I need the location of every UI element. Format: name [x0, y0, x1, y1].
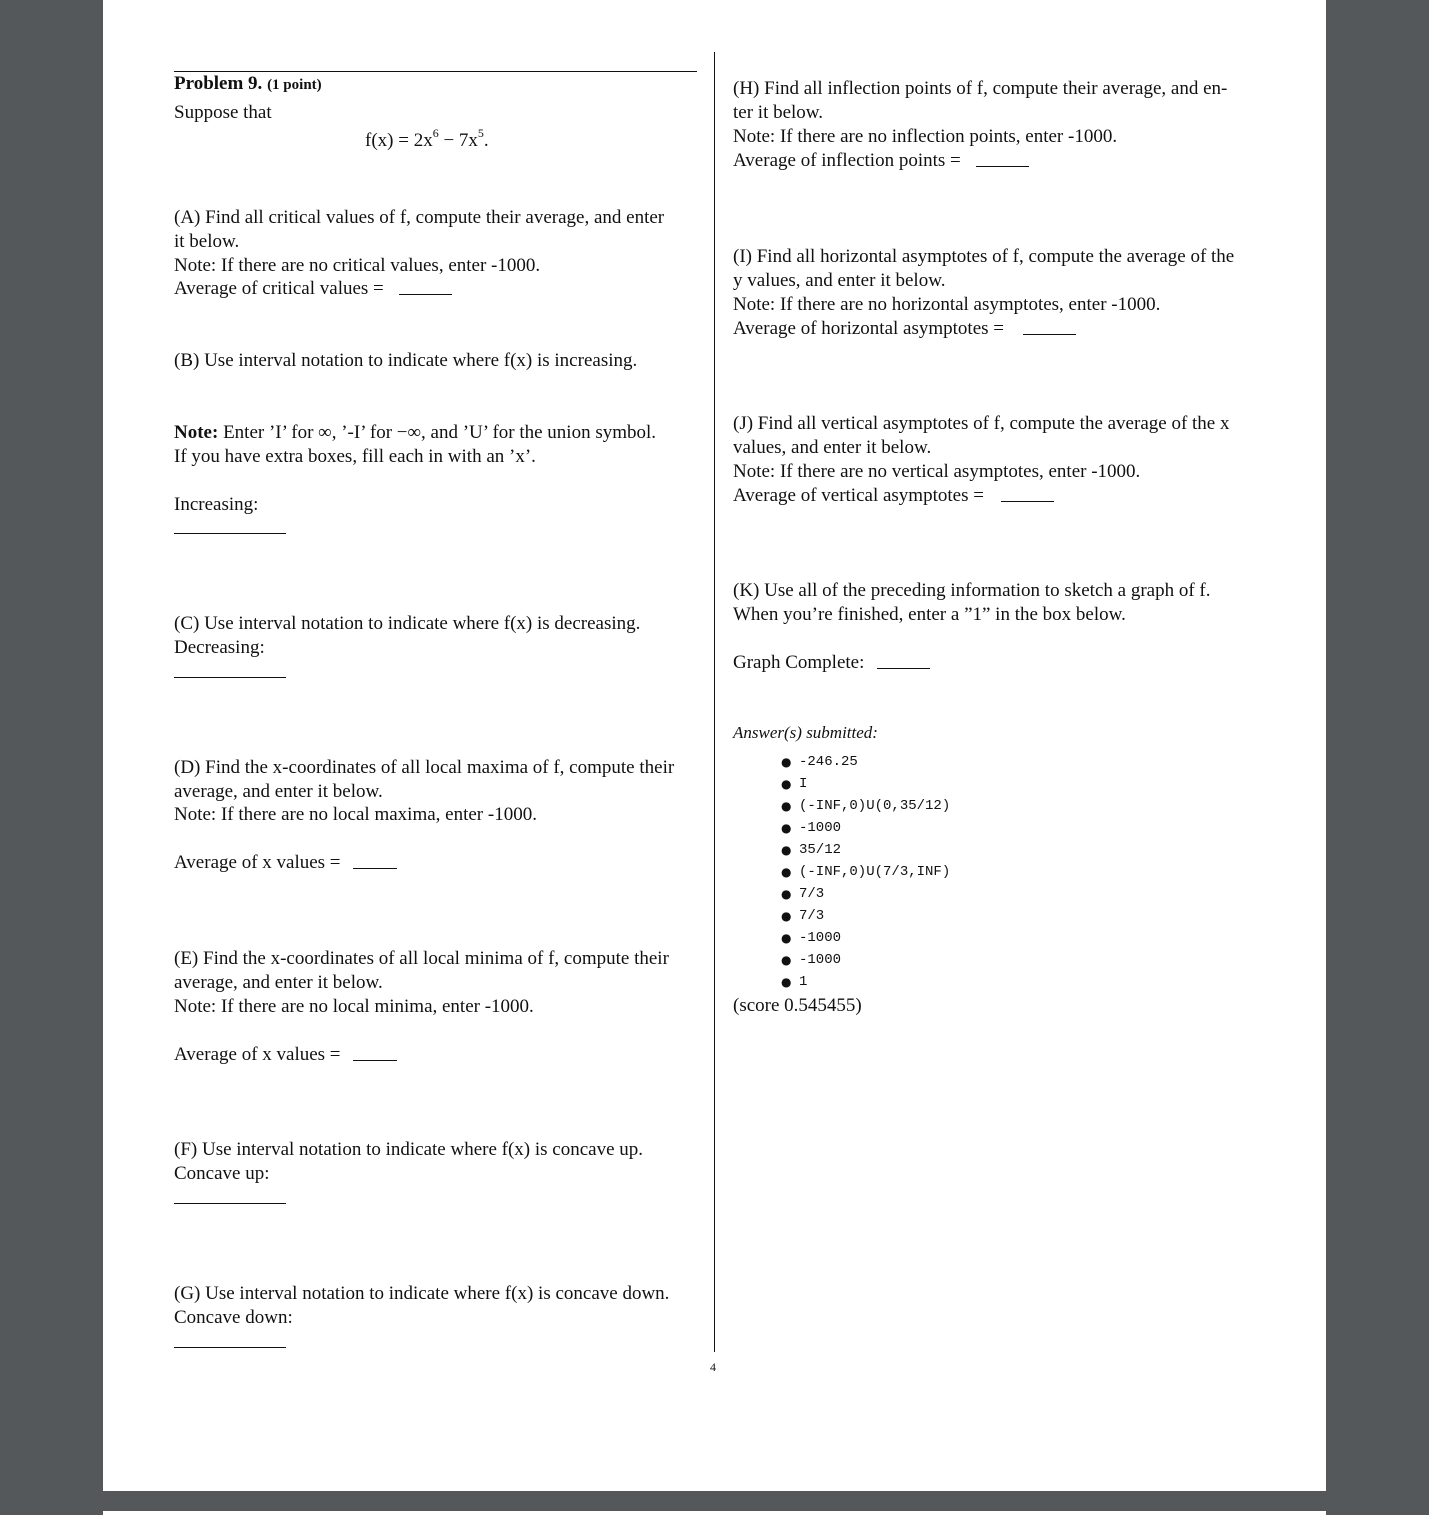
partF-prompt: Concave up: [174, 1163, 270, 1184]
partE-answer-blank[interactable] [353, 1060, 397, 1061]
function-formula: $f(x) = 2x^6 - 7x^5$. [365, 125, 489, 151]
answer-item: ● 1 [781, 974, 808, 990]
partK-prompt: Graph Complete: [733, 652, 865, 673]
partI-note: Note: If there are no horizontal asymptotes, enter -1000. [733, 294, 1161, 315]
partB-note-label: Note: [174, 422, 219, 443]
problem-title: Problem 9. [174, 73, 263, 94]
partK-line2: When you’re finished, enter a ”1” in the box below. [733, 604, 1126, 625]
partC-line1: (C) Use interval notation to indicate where f(x) is decreasing. [174, 613, 641, 634]
partE-line2: average, and enter it below. [174, 972, 383, 993]
partD-prompt: Average of x values = [174, 852, 341, 873]
partB-answer-blank[interactable] [174, 533, 286, 534]
answer-item: ● (-INF,0)U(0,35/12) [781, 798, 951, 814]
partA-note: Note: If there are no critical values, enter -1000. [174, 255, 541, 276]
partB-note-line2: If you have extra boxes, fill each in with an ’x’. [174, 446, 536, 467]
column-separator [714, 52, 715, 1352]
partB-note-text: Enter ’I’ for ∞, ’-I’ for −∞, and ’U’ for the union symbol. [223, 422, 657, 443]
partB-line1: (B) Use interval notation to indicate where f(x) is increasing. [174, 350, 638, 371]
partI-line2: y values, and enter it below. [733, 270, 946, 291]
partE-line1: (E) Find the x-coordinates of all local minima of f, compute their [174, 948, 669, 969]
partA-answer-blank[interactable] [399, 294, 452, 295]
partF-answer-blank[interactable] [174, 1203, 286, 1204]
problem-intro: Suppose that [174, 102, 272, 123]
partF-line1: (F) Use interval notation to indicate where f(x) is concave up. [174, 1139, 644, 1160]
score-text: (score 0.545455) [733, 995, 862, 1016]
answer-item: ● 7/3 [781, 908, 825, 924]
partC-prompt: Decreasing: [174, 637, 265, 658]
partB-prompt: Increasing: [174, 494, 259, 515]
partD-line1: (D) Find the x-coordinates of all local maxima of f, compute their [174, 757, 675, 778]
partE-prompt: Average of x values = [174, 1044, 341, 1065]
problem-points: (1 point) [267, 77, 322, 93]
answer-item: ● (-INF,0)U(7/3,INF) [781, 864, 951, 880]
partI-answer-blank[interactable] [1023, 334, 1076, 335]
answer-item: ● 7/3 [781, 886, 825, 902]
partJ-note: Note: If there are no vertical asymptotes, enter -1000. [733, 461, 1141, 482]
problem-heading [174, 72, 322, 97]
partD-note: Note: If there are no local maxima, enter -1000. [174, 804, 537, 825]
partJ-line2: values, and enter it below. [733, 437, 932, 458]
partJ-answer-blank[interactable] [1001, 501, 1054, 502]
partH-prompt: Average of inflection points = [733, 150, 961, 171]
partA-prompt: Average of critical values = [174, 278, 384, 299]
partG-prompt: Concave down: [174, 1307, 293, 1328]
partC-answer-blank[interactable] [174, 677, 286, 678]
partE-note: Note: If there are no local minima, enter -1000. [174, 996, 534, 1017]
partH-line2: ter it below. [733, 102, 824, 123]
partB-note [174, 421, 656, 445]
partH-note: Note: If there are no inflection points, enter -1000. [733, 126, 1118, 147]
partH-line1: (H) Find all inflection points of f, compute their average, and en- [733, 78, 1228, 99]
partJ-prompt: Average of vertical asymptotes = [733, 485, 984, 506]
partJ-line1: (J) Find all vertical asymptotes of f, compute the average of the x [733, 413, 1230, 434]
partK-answer-blank[interactable] [877, 668, 930, 669]
answer-item: ● 35/12 [781, 842, 842, 858]
partD-line2: average, and enter it below. [174, 781, 383, 802]
answer-item: ● -1000 [781, 930, 842, 946]
answers-heading: Answer(s) submitted: [733, 723, 878, 742]
page-number: 4 [710, 1360, 716, 1374]
answer-item: ● -1000 [781, 952, 842, 968]
partA-line1: (A) Find all critical values of f, compute their average, and enter [174, 207, 665, 228]
answer-item: ● -1000 [781, 820, 842, 836]
partI-prompt: Average of horizontal asymptotes = [733, 318, 1005, 339]
partH-answer-blank[interactable] [976, 166, 1029, 167]
answer-item: ● -246.25 [781, 754, 858, 770]
partA-line2: it below. [174, 231, 240, 252]
partK-line1: (K) Use all of the preceding information to sketch a graph of f. [733, 580, 1211, 601]
partD-answer-blank[interactable] [353, 868, 397, 869]
partG-line1: (G) Use interval notation to indicate where f(x) is concave down. [174, 1283, 670, 1304]
answers-list [781, 751, 950, 993]
next-page-edge [103, 1511, 1326, 1515]
partI-line1: (I) Find all horizontal asymptotes of f, compute the average of the [733, 246, 1235, 267]
document-page [103, 0, 1326, 1491]
partG-answer-blank[interactable] [174, 1347, 286, 1348]
answer-item: ● I [781, 776, 808, 792]
